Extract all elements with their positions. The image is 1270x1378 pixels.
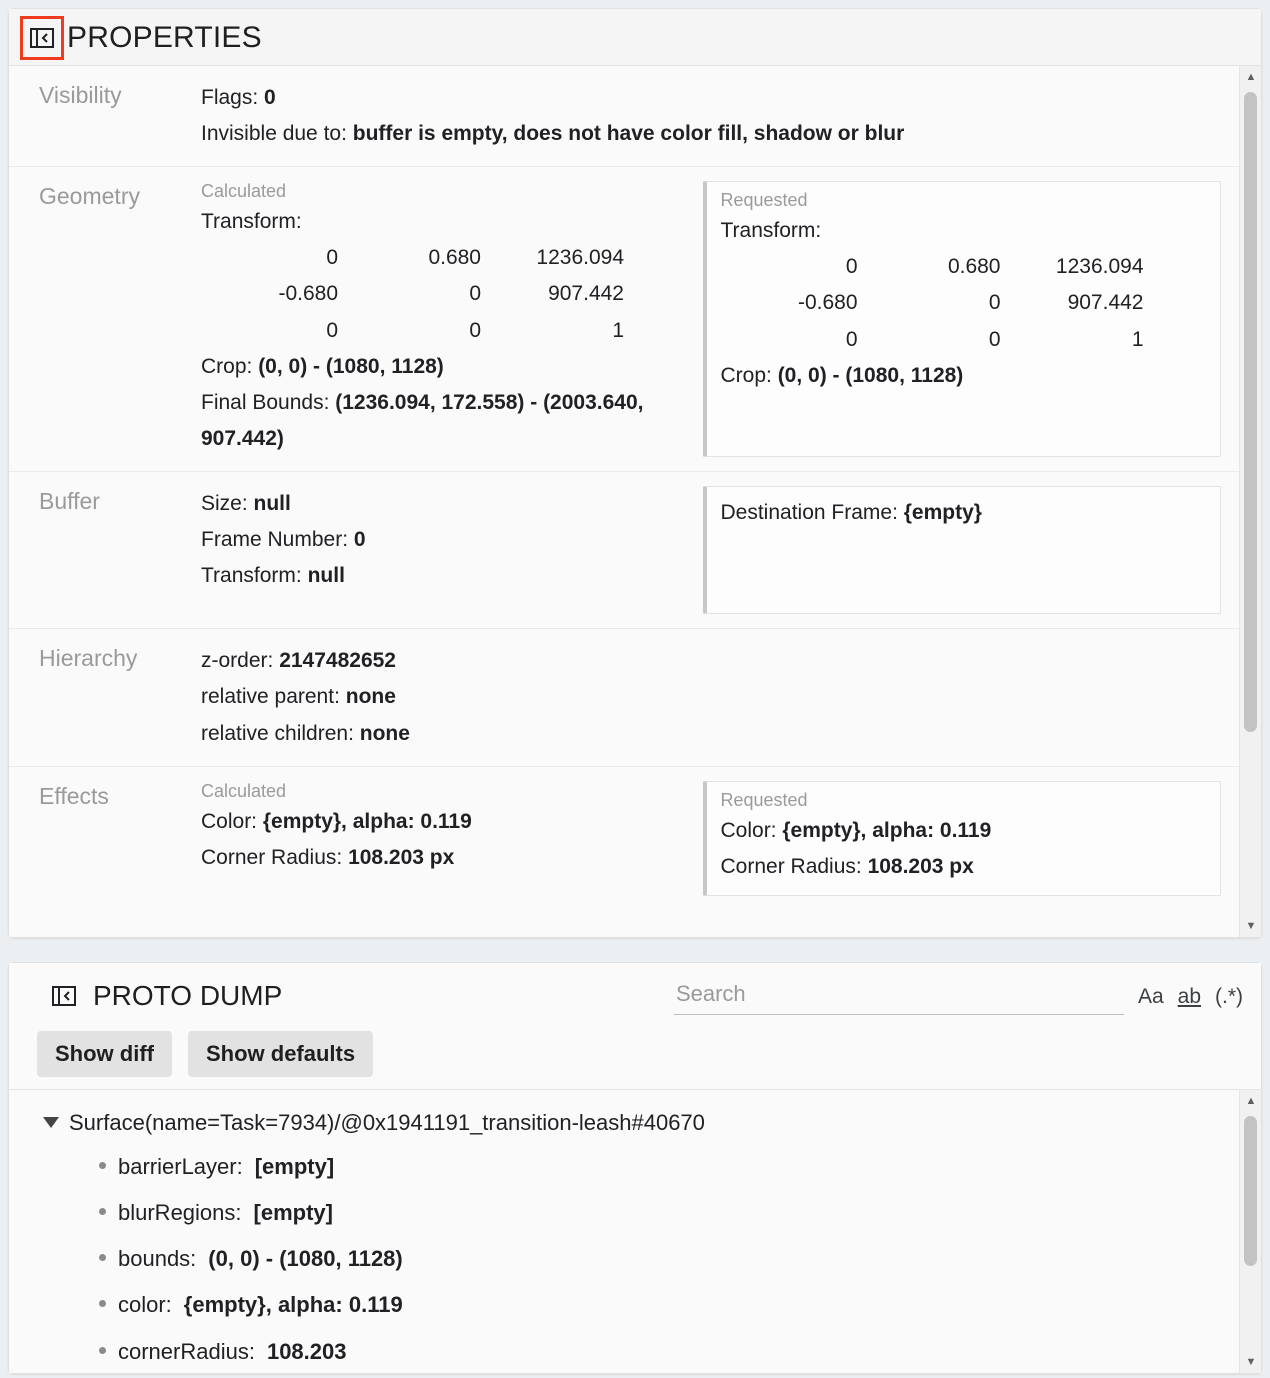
show-defaults-button[interactable]: Show defaults	[188, 1031, 373, 1077]
destination-frame-line	[721, 495, 1209, 531]
hierarchy-relative-parent-key: relative parent:	[201, 685, 346, 709]
regex-toggle[interactable]: (.*)	[1215, 985, 1243, 1008]
matrix-cell: 907.442	[548, 282, 624, 306]
show-diff-button[interactable]: Show diff	[37, 1031, 172, 1077]
list-item[interactable]	[43, 1144, 1239, 1190]
property-row-geometry	[9, 167, 1239, 472]
tree-root-node[interactable]	[43, 1102, 1239, 1144]
matrix-cell: 0.680	[947, 255, 1001, 279]
buffer-size	[201, 486, 689, 522]
matrix-cell: 0	[845, 255, 858, 279]
hierarchy-relative-children-value: none	[359, 721, 410, 745]
scrollbar-thumb[interactable]	[1244, 1116, 1257, 1266]
scroll-down-icon[interactable]: ▼	[1245, 1356, 1257, 1368]
tree-item-key: cornerRadius:	[118, 1338, 255, 1364]
geometry-requested-crop-value: (0, 0) - (1080, 1128)	[777, 363, 964, 387]
geometry-crop-value: (0, 0) - (1080, 1128)	[258, 354, 444, 378]
matrix-cell: 0	[469, 282, 481, 306]
match-case-toggle[interactable]: Aa	[1137, 985, 1164, 1008]
scroll-up-icon[interactable]: ▲	[1245, 71, 1257, 83]
properties-header	[9, 9, 1261, 66]
destination-frame-value: {empty}	[903, 500, 982, 524]
tree-item-value: (0, 0) - (1080, 1128)	[208, 1246, 403, 1272]
hierarchy-z-order-key: z-order:	[201, 649, 280, 673]
proto-tree	[9, 1090, 1239, 1373]
buffer-transform-value: null	[307, 564, 345, 588]
effects-requested-color-key: Color:	[720, 818, 783, 842]
visibility-flags-key: Flags:	[201, 86, 265, 109]
list-item[interactable]	[43, 1329, 1239, 1364]
geometry-final-bounds-key: Final Bounds:	[201, 390, 336, 414]
tree-item-key: barrierLayer:	[118, 1153, 243, 1179]
bullet-icon	[99, 1254, 106, 1261]
property-label-effects: Effects	[39, 782, 109, 809]
destination-frame-spacer	[721, 531, 1209, 567]
hierarchy-relative-parent-value: none	[345, 685, 396, 709]
matrix-cell: 0	[326, 318, 338, 342]
geometry-final-bounds-value: (1236.094, 172.558) - (2003.640, 907.442)	[201, 390, 644, 450]
buffer-transform	[201, 558, 689, 594]
tree-item-key: color:	[118, 1292, 172, 1318]
buffer-size-value: null	[253, 491, 291, 515]
scroll-up-icon[interactable]: ▲	[1245, 1095, 1257, 1107]
buffer-transform-key: Transform:	[201, 564, 308, 588]
effects-calculated-corner-radius	[201, 840, 689, 876]
property-label-visibility: Visibility	[39, 82, 122, 108]
properties-scrollbar[interactable]	[1239, 66, 1261, 937]
tree-item-value: [empty]	[253, 1199, 333, 1225]
buffer-size-key: Size:	[201, 491, 254, 515]
chevron-down-icon[interactable]	[43, 1117, 59, 1128]
matrix-cell: 0	[988, 327, 1001, 351]
hierarchy-relative-parent	[201, 679, 1221, 715]
matrix-cell: 907.442	[1067, 291, 1144, 315]
effects-color-key: Color:	[201, 809, 263, 833]
proto-dump-toolbar	[9, 1025, 1261, 1089]
proto-tree-area	[9, 1089, 1261, 1373]
buffer-frame-number	[201, 522, 689, 558]
geometry-calculated-caption: Calculated	[201, 181, 287, 202]
property-row-buffer	[9, 472, 1239, 629]
tree-item-value: 108.203	[266, 1338, 347, 1364]
tree-item-value: [empty]	[254, 1153, 335, 1179]
geometry-requested	[703, 181, 1222, 457]
proto-dump-header	[9, 963, 1261, 1025]
search-area	[674, 977, 1243, 1015]
visibility-reason-key: Invisible due to:	[201, 122, 353, 146]
geometry-requested-matrix	[721, 249, 1150, 357]
matrix-cell: 1	[612, 318, 624, 342]
whole-word-toggle[interactable]: ab	[1177, 985, 1201, 1008]
buffer-frame-number-value: 0	[353, 528, 366, 552]
effects-corner-radius-key: Corner Radius:	[201, 845, 349, 869]
geometry-calculated	[201, 181, 689, 457]
effects-requested-corner-radius-value: 108.203 px	[867, 854, 974, 878]
geometry-requested-crop	[721, 358, 1209, 394]
scrollbar-thumb[interactable]	[1244, 92, 1257, 732]
tree-item-key: bounds:	[118, 1246, 197, 1272]
buffer-destination-frame	[703, 486, 1222, 614]
property-label-hierarchy: Hierarchy	[39, 645, 138, 672]
page-title: PROPERTIES	[67, 21, 262, 54]
effects-requested-color	[721, 813, 1209, 849]
properties-scroll-content	[9, 66, 1239, 937]
effects-requested-caption: Requested	[720, 789, 808, 810]
search-options	[1138, 985, 1243, 1015]
property-row-visibility	[9, 66, 1239, 167]
scroll-down-icon[interactable]: ▼	[1245, 920, 1257, 932]
matrix-cell: 0.680	[428, 246, 481, 270]
matrix-cell: 0	[469, 318, 481, 342]
matrix-cell: -0.680	[797, 291, 858, 315]
matrix-cell: 1236.094	[536, 246, 624, 270]
proto-dump-panel	[8, 962, 1262, 1374]
hierarchy-z-order-value: 2147482652	[279, 649, 396, 673]
collapse-left-icon[interactable]	[49, 981, 79, 1011]
effects-calculated	[201, 781, 689, 896]
effects-requested-corner-radius	[721, 849, 1209, 885]
search-input[interactable]	[674, 977, 1124, 1015]
property-label-geometry: Geometry	[39, 183, 140, 210]
geometry-calculated-crop	[201, 349, 689, 385]
geometry-final-bounds	[201, 385, 689, 457]
visibility-reason	[201, 116, 1221, 152]
visibility-flags	[201, 80, 1221, 116]
tree-item-key: blurRegions:	[118, 1199, 242, 1225]
destination-frame-spacer-2	[721, 567, 1209, 603]
effects-requested-corner-radius-key: Corner Radius:	[720, 854, 868, 878]
geometry-calculated-matrix	[201, 240, 630, 348]
hierarchy-relative-children	[201, 716, 1221, 752]
effects-calculated-color	[201, 804, 689, 840]
geometry-requested-crop-key: Crop:	[720, 363, 778, 387]
effects-calculated-caption: Calculated	[201, 780, 287, 801]
proto-scrollbar[interactable]	[1239, 1090, 1261, 1373]
hierarchy-z-order	[201, 643, 1221, 679]
bullet-icon	[99, 1208, 106, 1215]
effects-corner-radius-value: 108.203 px	[348, 845, 455, 869]
list-item[interactable]	[43, 1282, 1239, 1328]
effects-color-value: {empty}, alpha: 0.119	[262, 809, 472, 833]
properties-panel	[8, 8, 1262, 938]
property-row-hierarchy	[9, 629, 1239, 766]
hierarchy-relative-children-key: relative children:	[201, 721, 360, 745]
matrix-cell: 1	[1131, 327, 1144, 351]
bullet-icon	[99, 1300, 106, 1307]
collapse-left-icon[interactable]	[27, 23, 57, 53]
property-label-buffer: Buffer	[39, 487, 100, 514]
tree-item-value: {empty}, alpha: 0.119	[183, 1292, 403, 1318]
list-item[interactable]	[43, 1190, 1239, 1236]
proto-dump-title: PROTO DUMP	[93, 980, 283, 1011]
visibility-flags-value: 0	[264, 86, 276, 109]
geometry-crop-key: Crop:	[201, 354, 259, 378]
properties-body	[9, 66, 1261, 937]
list-item[interactable]	[43, 1236, 1239, 1282]
tree-root-label: Surface(name=Task=7934)/@0x1941191_transition-leash#40670	[69, 1110, 705, 1135]
matrix-cell: 0	[988, 291, 1001, 315]
bullet-icon	[99, 1347, 106, 1354]
geometry-calculated-transform-label: Transform:	[201, 210, 302, 234]
effects-requested	[703, 781, 1222, 896]
destination-frame-key: Destination Frame:	[720, 500, 904, 524]
buffer-values	[201, 486, 689, 614]
geometry-requested-caption: Requested	[720, 190, 808, 211]
matrix-cell: 1236.094	[1055, 255, 1144, 279]
matrix-cell: 0	[326, 246, 338, 270]
visibility-reason-value: buffer is empty, does not have color fill, shadow or blur	[352, 122, 905, 146]
geometry-requested-transform-label: Transform:	[720, 219, 822, 243]
hierarchy-values	[201, 643, 1221, 751]
property-row-effects	[9, 767, 1239, 910]
effects-requested-color-value: {empty}, alpha: 0.119	[782, 818, 992, 842]
buffer-frame-number-key: Frame Number:	[201, 528, 354, 552]
matrix-cell: -0.680	[278, 282, 338, 306]
matrix-cell: 0	[845, 327, 858, 351]
visibility-values	[201, 80, 1221, 152]
bullet-icon	[99, 1162, 106, 1169]
